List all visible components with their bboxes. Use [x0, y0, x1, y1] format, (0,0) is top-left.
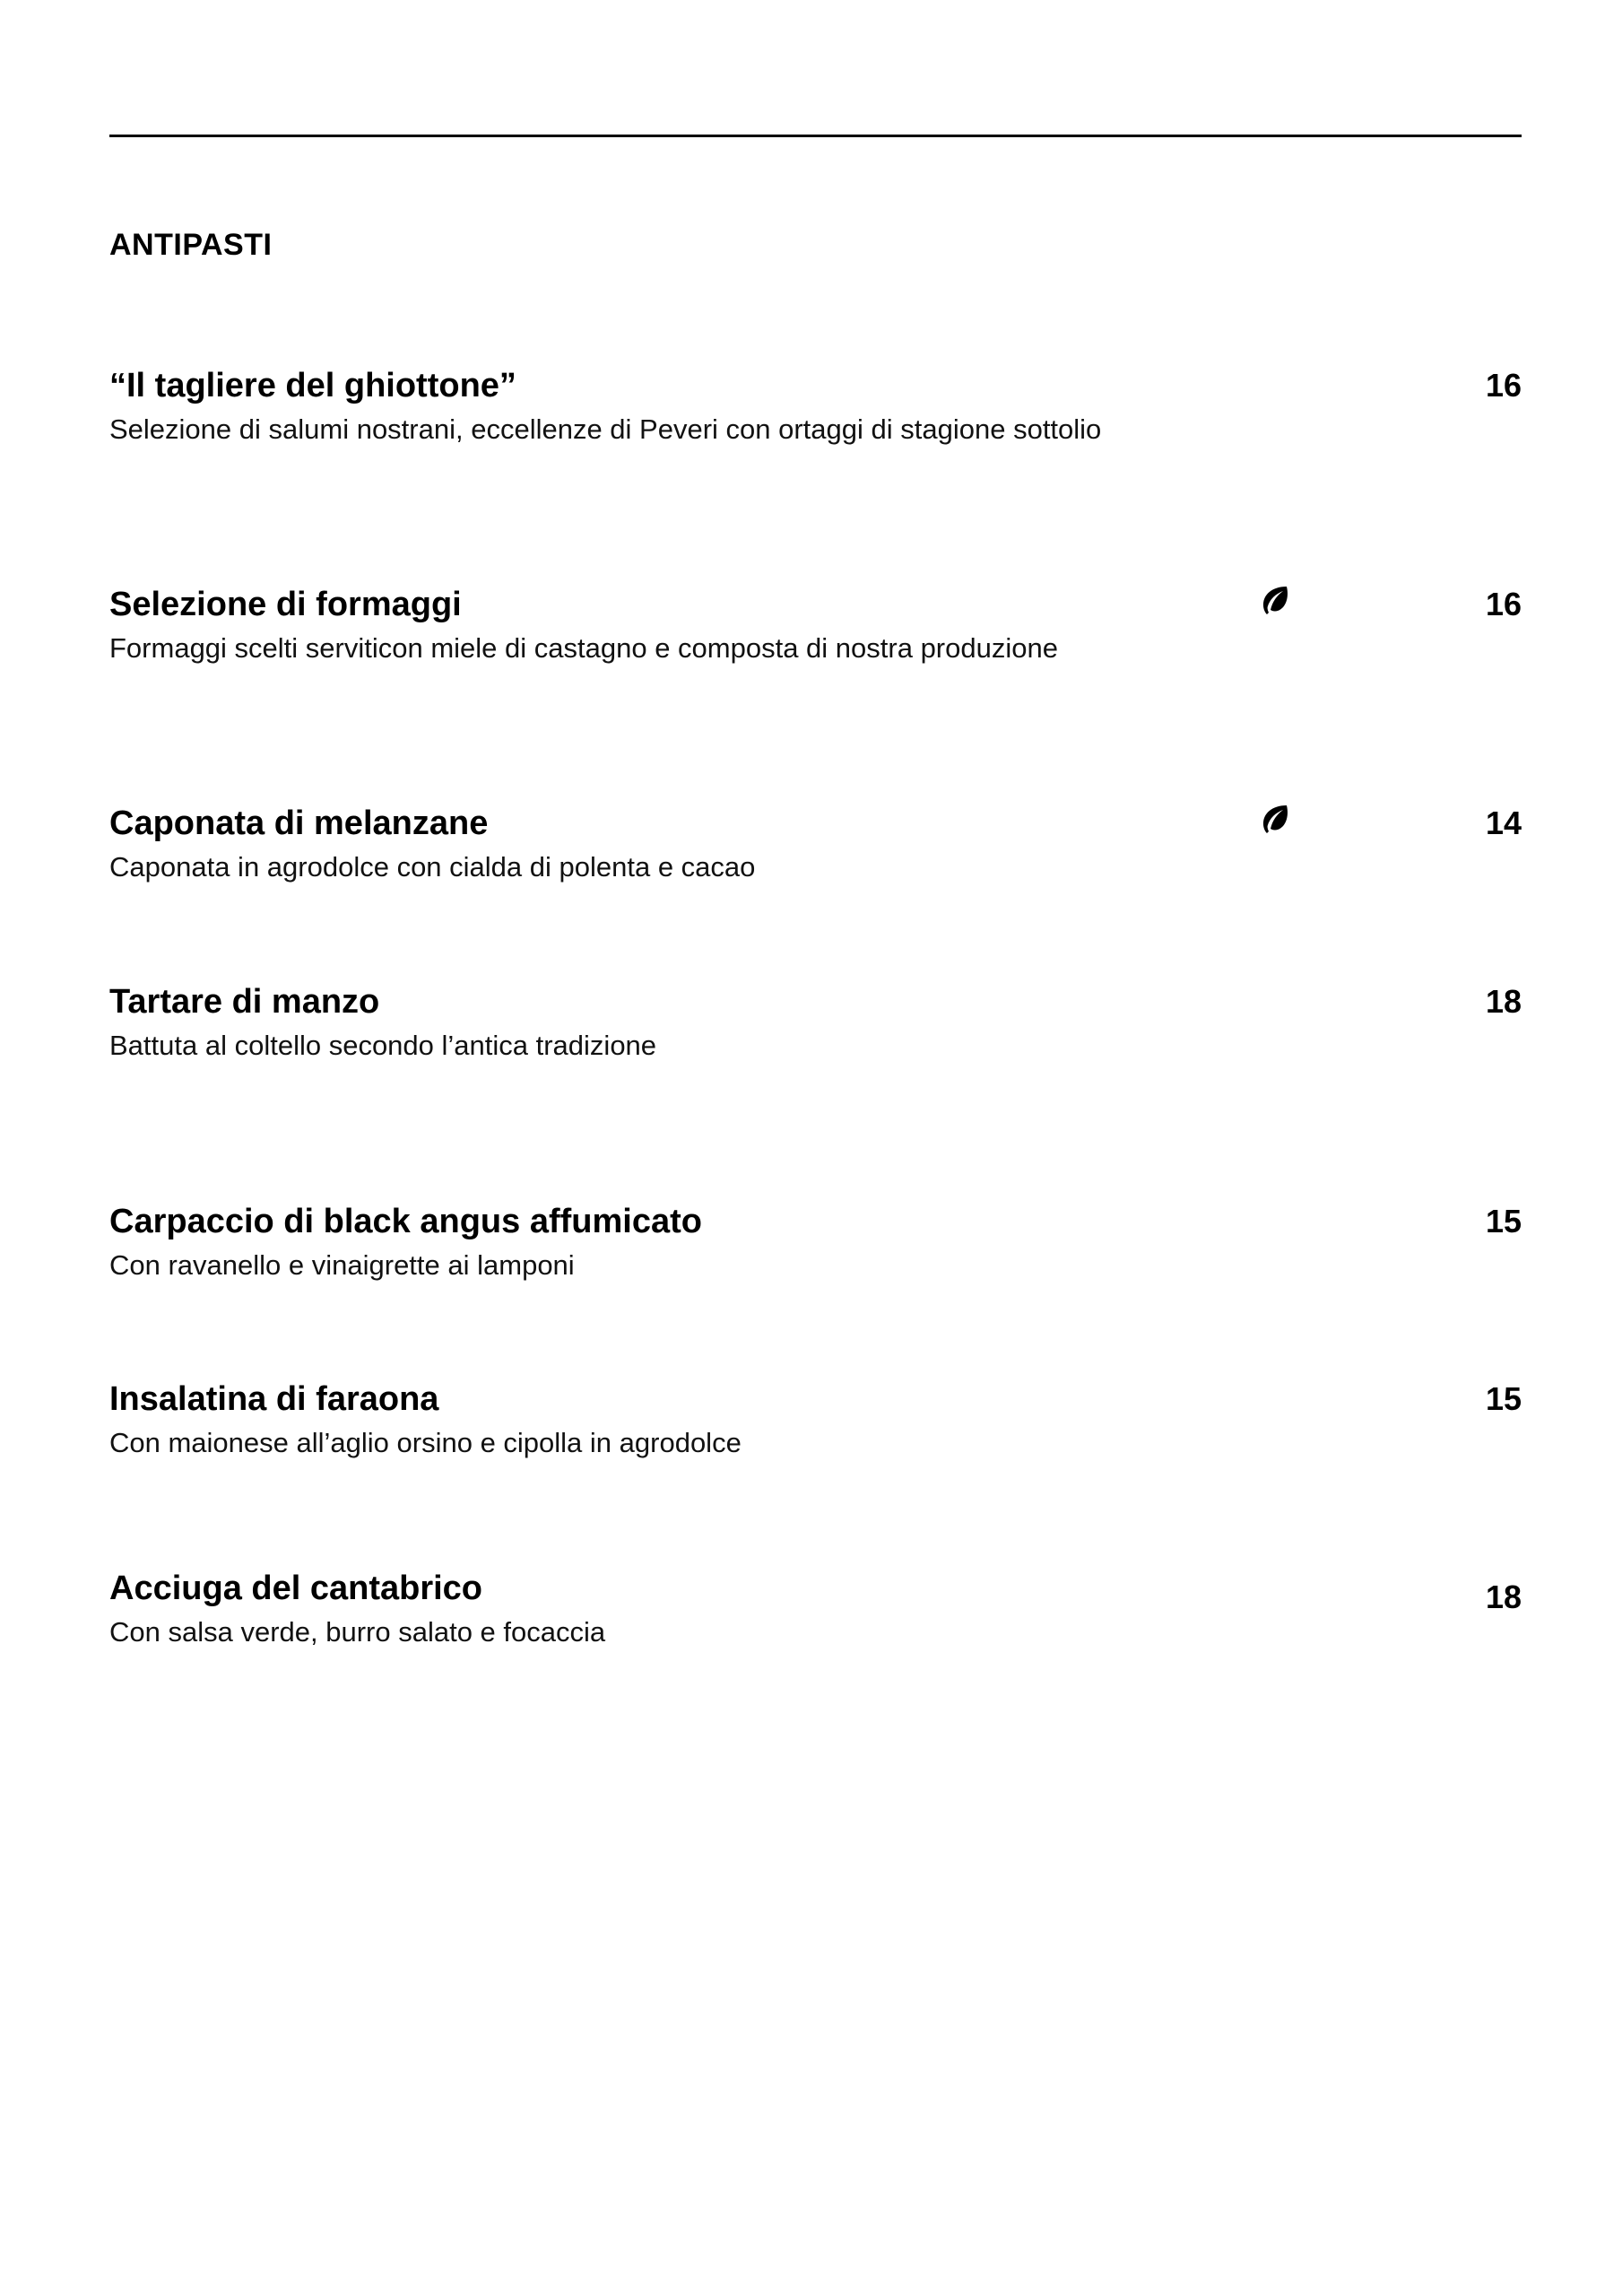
item-name: Acciuga del cantabrico: [109, 1570, 483, 1607]
item-price: 16: [1485, 367, 1522, 404]
item-name: Tartare di manzo: [109, 983, 380, 1021]
leaf-icon: [1260, 804, 1290, 836]
leaf-icon: [1260, 585, 1290, 617]
item-name: Insalatina di faraona: [109, 1380, 439, 1418]
item-price: 18: [1485, 1578, 1522, 1615]
item-description: Battuta al coltello secondo l’antica tradizione: [109, 1030, 657, 1061]
item-name: Caponata di melanzane: [109, 804, 489, 842]
item-name: Carpaccio di black angus affumicato: [109, 1203, 702, 1240]
item-description: Selezione di salumi nostrani, eccellenze di Peveri con ortaggi di stagione sottolio: [109, 413, 1102, 445]
item-description: Con salsa verde, burro salato e focaccia: [109, 1616, 606, 1648]
item-name: “Il tagliere del ghiottone”: [109, 367, 516, 404]
item-description: Caponata in agrodolce con cialda di polenta e cacao: [109, 851, 756, 883]
item-price: 16: [1485, 586, 1522, 622]
item-description: Con maionese all’aglio orsino e cipolla in agrodolce: [109, 1427, 742, 1458]
item-description: Con ravanello e vinaigrette ai lamponi: [109, 1249, 575, 1281]
item-price: 14: [1485, 804, 1522, 841]
item-description: Formaggi scelti serviticon miele di castagno e composta di nostra produzione: [109, 632, 1058, 664]
section-title: ANTIPASTI: [109, 228, 273, 262]
item-name: Selezione di formaggi: [109, 586, 462, 623]
top-divider: [109, 135, 1522, 137]
item-price: 15: [1485, 1203, 1522, 1239]
item-price: 15: [1485, 1380, 1522, 1417]
item-price: 18: [1485, 983, 1522, 1020]
